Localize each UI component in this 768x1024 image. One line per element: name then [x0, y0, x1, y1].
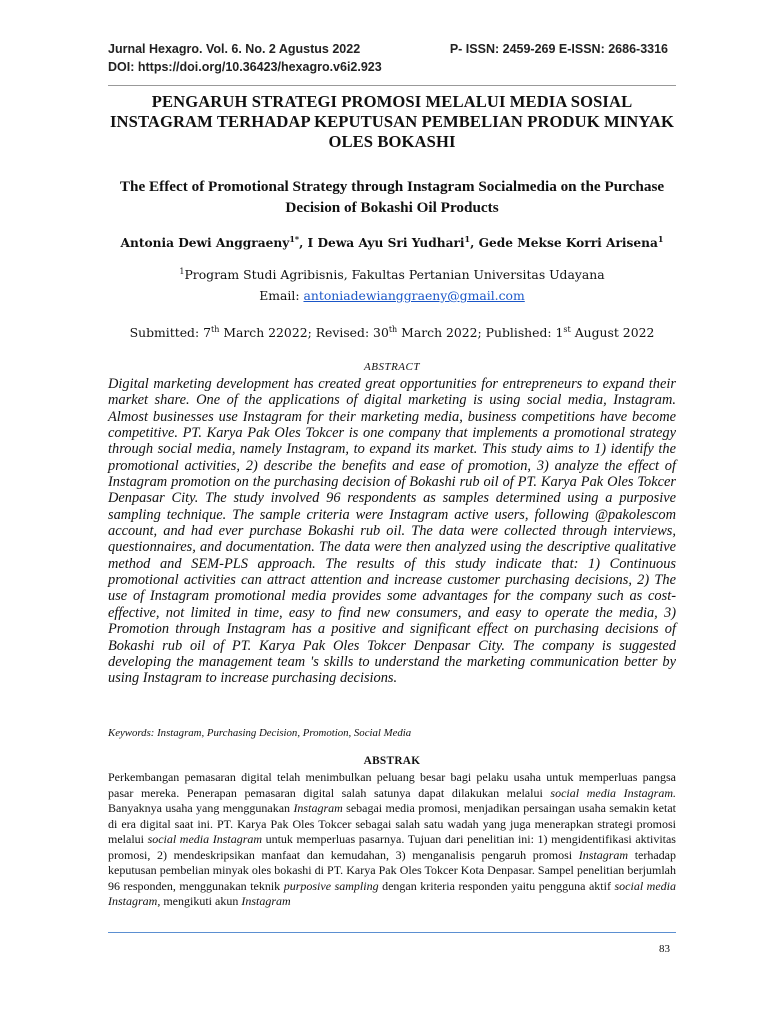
affiliation-mark: 1	[179, 266, 185, 276]
abstrak-text-run: terhadap keputusan pembelian minyak oles bokashi di PT. Karya Pak Oles Tokcer Kota Denpasar. Sampel penelitian berjumlah 96 responden, menggunakan teknik	[108, 847, 677, 893]
date-ordinal: st	[563, 324, 571, 334]
author-affiliation-mark: 1	[657, 233, 664, 244]
date-text: August 2022	[570, 325, 655, 340]
abstrak-heading: ABSTRAK	[363, 755, 421, 767]
date-ordinal: th	[388, 324, 398, 334]
submission-dates	[108, 325, 676, 340]
date-ordinal: th	[211, 324, 220, 334]
email-link[interactable]: antoniadewianggraeny@gmail.com	[303, 288, 525, 303]
abstrak-italic-run: Instagram	[241, 894, 291, 908]
date-text: Submitted: 7	[129, 325, 211, 340]
journal-issn: P- ISSN: 2459-269 E-ISSN: 2686-3316	[449, 42, 668, 56]
paper-title-english: The Effect of Promotional Strategy through Instagram Socialmedia on the Purchase Decision of Bokashi Oil Products	[119, 178, 665, 216]
author-list	[108, 233, 676, 250]
affiliation	[108, 267, 676, 282]
author-affiliation-mark: 1*	[289, 233, 300, 244]
footer-divider	[108, 932, 676, 933]
abstrak-italic-run: Instagram	[293, 801, 343, 815]
abstrak-italic-run: purposive sampling	[283, 878, 379, 893]
keywords: Keywords: Instagram, Purchasing Decision, Promotion, Social Media	[108, 727, 412, 739]
abstrak-body	[108, 770, 676, 910]
header-divider	[108, 85, 676, 86]
abstrak-text-run: dengan kriteria responden yaitu pengguna aktif	[378, 878, 615, 893]
abstrak-text-run: sebagai media promosi, menjadikan persaingan usaha semakin ketat di era digital saat ini. PT. Karya Pak Oles Tokcer sebagai salah satu wadah yang juga menerapkan strategi promosi melalui	[108, 801, 676, 846]
journal-doi[interactable]: DOI: https://doi.org/10.36423/hexagro.v6i2.923	[108, 60, 382, 74]
author-name: , Gede Mekse Korri Arisena	[470, 236, 658, 250]
abstrak-text-run: Banyaknya usaha yang menggunakan	[108, 801, 294, 815]
abstrak-text-run: mengikuti akun	[160, 894, 242, 908]
journal-citation: Jurnal Hexagro. Vol. 6. No. 2 Agustus 2022	[108, 42, 361, 56]
date-text: March 22022; Revised: 30	[219, 325, 389, 340]
journal-header	[108, 42, 668, 56]
abstrak-italic-run: social media Instagram,	[108, 878, 676, 908]
contact-email	[108, 288, 676, 303]
abstrak-text-run: Perkembangan pemasaran digital telah menimbulkan peluang besar bagi pelaku usaha untuk memperluas pangsa pasar mereka. Penerapan pemasaran digital salah satunya dapat dilakukan melalui	[108, 770, 676, 800]
abstrak-italic-run: social media Instagram.	[550, 785, 676, 800]
abstrak-italic-run: social media Instagram	[147, 832, 263, 846]
page-number: 83	[659, 943, 670, 955]
author-name: Antonia Dewi Anggraeny	[120, 236, 290, 250]
abstrak-italic-run: Instagram	[578, 847, 629, 862]
email-label: Email:	[259, 288, 304, 303]
date-text: March 2022; Published: 1	[397, 325, 564, 340]
paper-title-indonesian: PENGARUH STRATEGI PROMOSI MELALUI MEDIA SOSIAL INSTAGRAM TERHADAP KEPUTUSAN PEMBELIAN PRODUK MINYAK OLES BOKASHI	[109, 92, 675, 151]
abstract-heading: ABSTRACT	[364, 361, 420, 373]
abstrak-text-run: untuk memperluas pasarnya. Tujuan dari penelitian ini: 1) mengidentifikasi aktivitas promosi, 2) mendeskripsikan manfaat dan kemudahan, 3) menganalisis pengaruh promosi	[108, 832, 676, 862]
author-name: , I Dewa Ayu Sri Yudhari	[299, 236, 465, 250]
author-affiliation-mark: 1	[464, 233, 471, 244]
affiliation-text: Program Studi Agribisnis, Fakultas Pertanian Universitas Udayana	[184, 267, 605, 282]
abstract-body: Digital marketing development has created great opportunities for entrepreneurs to expand their market share. One of the applications of digital marketing is using social media, Instagram. Almost businesses use Instagram for their marketing media, business competitions have become competitive. PT. Karya Pak Oles Tokcer is one company that implements a promotional strategy through social media, namely Instagram, to expand its market. This study aims to 1) identify the promotional activities, 2) describe the benefits and ease of promotion, 3) analyze the effect of Instagram promotion on the purchasing decision of Bokashi rub oil of PT. Karya Pak Oles Tokcer Denpasar City. The study involved 96 respondents as samples determined using a purposive sampling technique. The sample criteria were Instagram active users, following @pakolescom account, and had ever purchase Bokashi rub oil. The data were collected through interviews, questionnaires, and documentation. The data were then analyzed using the descriptive qualitative method and SEM-PLS approach. The results of this study indicate that: 1) Continuous promotional activities can attract attention and increase customer purchasing decisions, 2) The use of Instagram promotional media provides some advantages for the company such as cost-effective, not limited in time, easy to find new consumers, and easy to operate the media, 3) Promotion through Instagram has a positive and significant effect on purchasing decisions of Bokashi rub oil of PT. Karya Pak Oles Tokcer Denpasar City. The company is suggested developing the management team 's skills to understand the marketing communication better by using Instagram to increase purchasing decisions.	[108, 376, 676, 687]
